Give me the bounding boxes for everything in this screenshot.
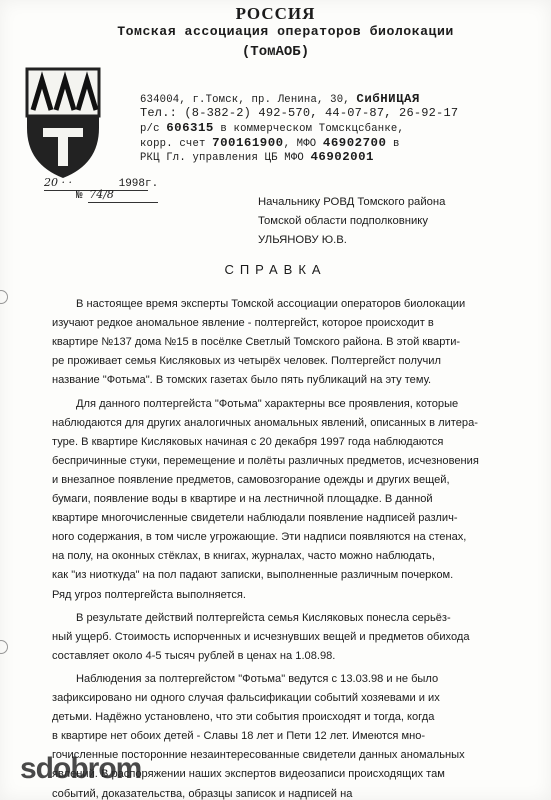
outgoing-date: 20 · · 1998г. — [44, 176, 159, 190]
body-line: ный ущерб. Стоимость испорченных и исчезнувших вещей и предметов обихода — [52, 631, 470, 643]
body-line: ре проживает семья Кисляковых из четырёх человек. Полтергейст получил — [52, 355, 441, 367]
coat-of-arms-icon — [24, 66, 102, 181]
outgoing-number: № 74/8 — [76, 188, 114, 202]
addressee-line: Томской области подполковнику — [258, 215, 429, 227]
requisites-address: 634004, г.Томск, пр. Ленина, 30, СибНИЦАЯ — [140, 92, 420, 106]
body-line: событий, доказательства, образцы записок и надписей на — [52, 788, 353, 800]
site-watermark: sdobrom — [20, 752, 142, 785]
addressee-line: Начальнику РОВД Томского района — [258, 196, 446, 208]
requisites-rkc: РКЦ Гл. управления ЦБ МФО 46902001 — [140, 150, 374, 164]
body-line: и внезапное появление предметов, самовозгорание одежды и других вещей, — [52, 474, 450, 486]
body-line: Ряд угроз полтергейста выполняется. — [52, 589, 246, 601]
body-line: ного содержания, в том числе угрожающие. Эти надписи появляются на стенах, — [52, 531, 467, 543]
requisites-account: р/с 606315 в коммерческом Томскцсбанке, — [140, 121, 405, 135]
body-line: детьми. Надёжно установлено, что эти события происходят и тогда, когда — [52, 711, 435, 723]
body-line: квартире №137 дома №15 в посёлке Светлый Томского района. В этой кварти- — [52, 336, 461, 348]
requisites-phones: Тел.: (8-382-2) 492-570, 44-07-87, 26-92-17 — [140, 106, 459, 120]
body-line: как "из ниоткуда" на пол падают записки, выполненные различным почерком. — [52, 569, 454, 581]
body-line: бумаги, появление воды в квартире и на лестничной площадке. В данной — [52, 493, 433, 505]
addressee-line: УЛЬЯНОВУ Ю.В. — [258, 234, 347, 246]
punch-hole — [0, 640, 8, 654]
body-line: Наблюдения за полтергейстом "Фотьма" ведутся с 13.03.98 и не было — [76, 673, 439, 685]
number-underline — [88, 202, 158, 203]
document-title: СПРАВКА — [224, 262, 327, 277]
body-line: явлений. В распоряжении наших экспертов видеозаписи происходящих там — [52, 768, 445, 780]
body-line: на полу, на оконных стёклах, в книгах, журналах, часто можно наблюдать, — [52, 550, 435, 562]
body-line: гочисленные посторонние незаинтересованные свидетели данных аномальных — [52, 749, 465, 761]
handwritten-date: 20 · · — [44, 176, 72, 189]
body-line: изучают редкое аномальное явление - полтергейст, которое происходит в — [52, 317, 434, 329]
body-line: В результате действий полтергейста семья Кисляковых понесла серьёз- — [76, 612, 451, 624]
body-line: наблюдаются для других аналогичных аномальных явлений, описанных в литера- — [52, 417, 478, 429]
requisites-corr-account: корр. счет 700161900, МФО 46902700 в — [140, 136, 400, 150]
body-line: Для данного полтергейста "Фотьма" характерны все проявления, которые — [76, 398, 459, 410]
letterhead-org-abbr: (ТомАОБ) — [241, 44, 310, 60]
handwritten-number: 74/8 — [89, 188, 114, 201]
body-line: беспричинные стуки, перемещение и полёты различных предметов, исчезновения — [52, 455, 479, 467]
body-line: в квартире нет обоих детей - Славы 18 лет и Пети 12 лет. Имеются мно- — [52, 730, 426, 742]
letterhead-org-name: Томская ассоциация операторов биолокации — [117, 24, 454, 39]
body-line: название "Фотьма". В томских газетах было пять публикаций на эту тему. — [52, 374, 432, 386]
body-line: зафиксировано ни одного случая фальсификации событий хозяевами и их — [52, 692, 440, 704]
body-line: квартире многочисленные свидетели наблюдали появление надписей различ- — [52, 512, 458, 524]
body-line: составляет около 4-5 тысяч рублей в ценах на 1.08.98. — [52, 650, 336, 662]
body-line: В настоящее время эксперты Томской ассоциации операторов биолокации — [76, 298, 466, 310]
letterhead-country: РОССИЯ — [235, 4, 316, 23]
body-line: туре. В квартире Кисляковых начиная с 20 декабря 1997 года наблюдаются — [52, 436, 444, 448]
punch-hole — [0, 290, 8, 304]
